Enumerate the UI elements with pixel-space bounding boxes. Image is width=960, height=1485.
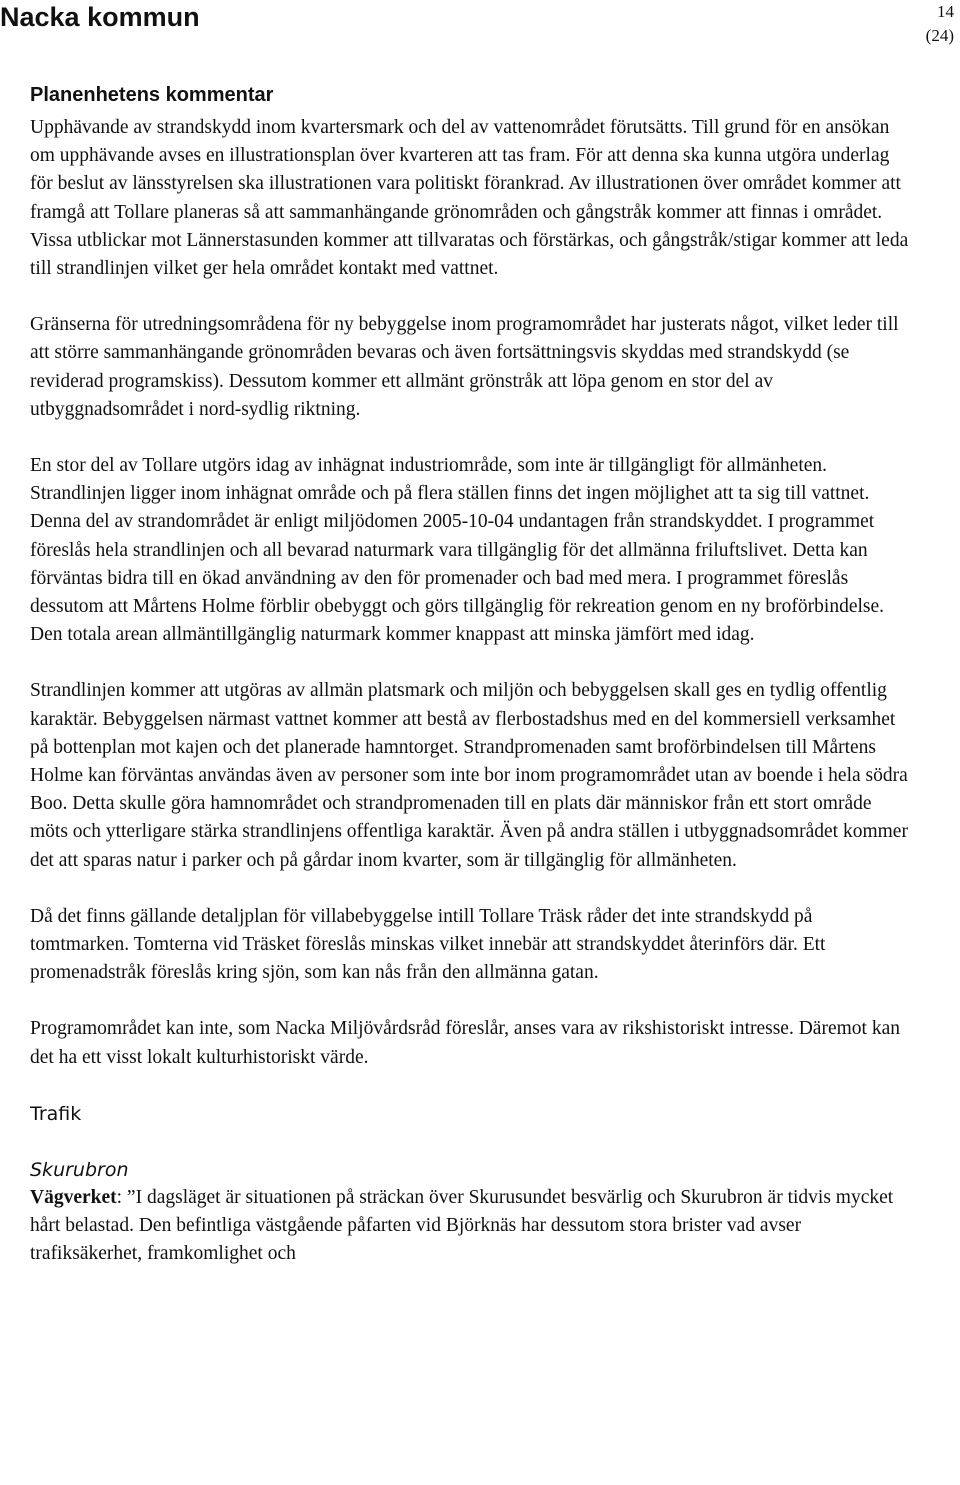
traffic-statement xyxy=(30,1184,910,1269)
statement-text: : ”I dagsläget är situationen på sträckan över Skurusundet besvärlig och Skurubron är tidvis mycket hårt belastad. Den befintliga västgående påfarten vid Björknäs har dessutom stora brister vad avser trafiksäkerhet, framkomlighet och xyxy=(30,1186,894,1265)
paragraph-4: Strandlinjen kommer att utgöras av allmän platsmark och miljön och bebyggelsen skall ges en tydlig offentlig karaktär. Bebyggelsen närmast vattnet kommer att bestå av flerbostadshus med en del kommersiell verksamhet på bottenplan mot kajen och det planerade hamntorget. Strandpromenaden samt broförbindelsen till Mårtens Holme kan förväntas användas även av personer som inte bor inom programområdet utan av boende i hela södra Boo. Detta skulle göra hamnområdet och strandpromenaden till en plats där människor från ett stort område möts och ytterligare stärka strandlinjens offentliga karaktär. Även på andra ställen i utbyggnadsområdet kommer det att sparas natur i parker och på gårdar inom kvarter, som är tillgänglig för allmänheten. xyxy=(30,680,908,871)
page-number xyxy=(926,0,954,48)
statement-speaker: Vägverket xyxy=(30,1186,117,1208)
document-header-title: Nacka kommun xyxy=(0,2,200,32)
paragraph-3: En stor del av Tollare utgörs idag av inhägnat industriområde, som inte är tillgängligt för allmänheten. Strandlinjen ligger inom inhägnat område och på flera ställen finns det ingen möjlighet att ta sig till vattnet. Denna del av strandområdet är enligt miljödomen 2005-10-04 undantagen från strandskyddet. I programmet föreslås hela strandlinjen och all bevarad naturmark vara tillgänglig för det allmänna friluftslivet. Detta kan förväntas bidra till en ökad användning av den för promenader och bad med mera. I programmet föreslås dessutom att Mårtens Holme förblir obebyggt och görs tillgänglig för rekreation genom en ny broförbindelse. Den totala arean allmäntillgänglig naturmark kommer knappast att minska jämfört med idag. xyxy=(30,455,885,646)
paragraph-5: Då det finns gällande detaljplan för villabebyggelse intill Tollare Träsk råder det inte strandskydd på tomtmarken. Tomterna vid Träsket föreslås minskas vilket innebär att strandskyddet återinförs där. Ett promenadstråk föreslås kring sjön, som kan nås från den allmänna gatan. xyxy=(30,905,826,984)
page-number-total: (24) xyxy=(925,26,954,45)
paragraph-1: Upphävande av strandskydd inom kvartersmark och del av vattenområdet förutsätts. Till grund för en ansökan om upphävande avses en illustrationsplan över kvarteren att tas fram. För att denna ska kunna utgöra underlag för beslut av länsstyrelsen ska illustrationen vara politiskt förankrad. Av illustrationen över området kommer att framgå att Tollare planeras så att sammanhängande grönområden och gångstråk kommer att finnas i området. Vissa utblickar mot Lännerstasunden kommer att tillvaratas och förstärkas, och gångstråk/stigar kommer att leda till strandlinjen vilket ger hela området kontakt med vattnet. xyxy=(30,117,909,280)
traffic-heading: Trafik xyxy=(30,1102,82,1125)
section-heading: Planenhetens kommentar xyxy=(30,84,274,106)
skurubron-heading: Skurubron xyxy=(30,1158,129,1181)
document-body xyxy=(30,80,910,1269)
page-number-current: 14 xyxy=(937,2,954,21)
paragraph-6: Programområdet kan inte, som Nacka Miljövårdsråd föreslår, anses vara av rikshistoriskt intresse. Däremot kan det ha ett visst lokalt kulturhistoriskt värde. xyxy=(30,1018,900,1068)
paragraph-2: Gränserna för utredningsområdena för ny bebyggelse inom programområdet har justerats något, vilket leder till att större sammanhängande grönområden bevaras och även fortsättningsvis skyddas med strandskydd (se reviderad programskiss). Dessutom kommer ett allmänt grönstråk att löpa genom en stor del av utbyggnadsområdet i nord-sydlig riktning. xyxy=(30,314,899,420)
